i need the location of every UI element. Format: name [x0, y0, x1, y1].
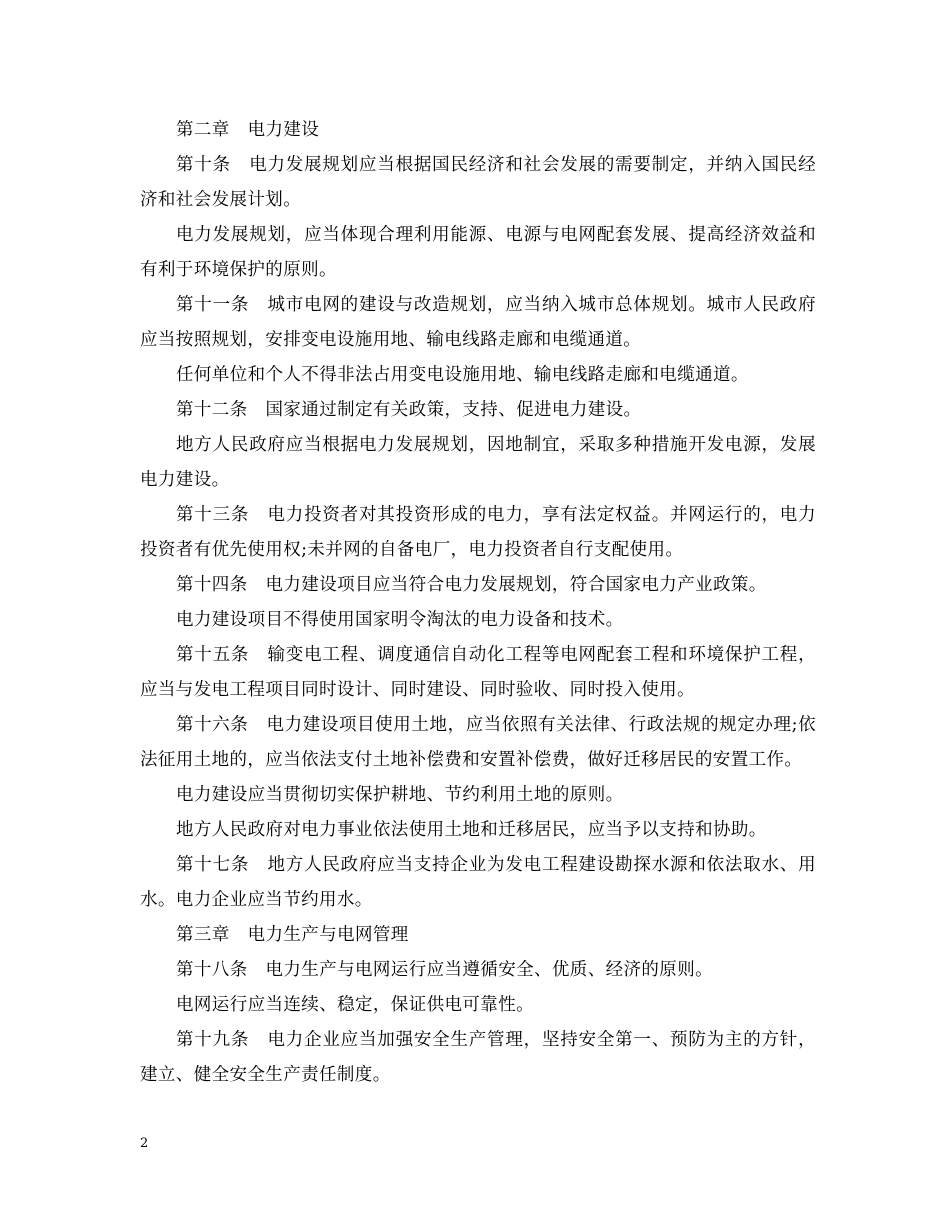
paragraph-article-15: 第十五条 输变电工程、调度通信自动化工程等电网配套工程和环境保护工程，应当与发电工程项目同时设计、同时建设、同时验收、同时投入使用。 [140, 645, 816, 700]
paragraph-chapter-3-heading: 第三章 电力生产与电网管理 [176, 925, 409, 945]
paragraph-article-10-clause-2: 电力发展规划，应当体现合理利用能源、电源与电网配套发展、提高经济效益和有利于环境保护的原则。 [140, 225, 816, 280]
paragraph-article-17: 第十七条 地方人民政府应当支持企业为发电工程建设勘探水源和依法取水、用水。电力企业应当节约用水。 [140, 855, 816, 910]
document-body [140, 113, 816, 1093]
paragraph-article-13: 第十三条 电力投资者对其投资形成的电力，享有法定权益。并网运行的，电力投资者有优先使用权;未并网的自备电厂，电力投资者自行支配使用。 [140, 505, 816, 560]
paragraph-article-14: 第十四条 电力建设项目应当符合电力发展规划，符合国家电力产业政策。 [176, 575, 767, 595]
paragraph-article-10: 第十条 电力发展规划应当根据国民经济和社会发展的需要制定，并纳入国民经济和社会发展计划。 [140, 155, 816, 210]
paragraph-article-18-clause-2: 电网运行应当连续、稳定，保证供电可靠性。 [176, 995, 534, 1015]
paragraph-article-14-clause-2: 电力建设项目不得使用国家明令淘汰的电力设备和技术。 [176, 610, 624, 630]
paragraph-article-11: 第十一条 城市电网的建设与改造规划，应当纳入城市总体规划。城市人民政府应当按照规划，安排变电设施用地、输电线路走廊和电缆通道。 [140, 295, 816, 350]
paragraph-article-11-clause-2: 任何单位和个人不得非法占用变电设施用地、输电线路走廊和电缆通道。 [176, 365, 749, 385]
paragraph-article-16: 第十六条 电力建设项目使用土地，应当依照有关法律、行政法规的规定办理;依法征用土地的，应当依法支付土地补偿费和安置补偿费，做好迁移居民的安置工作。 [140, 715, 816, 770]
paragraph-article-12: 第十二条 国家通过制定有关政策，支持、促进电力建设。 [176, 400, 642, 420]
paragraph-article-16-clause-2: 电力建设应当贯彻切实保护耕地、节约利用土地的原则。 [176, 785, 624, 805]
paragraph-article-16-clause-3: 地方人民政府对电力事业依法使用土地和迁移居民，应当予以支持和协助。 [176, 820, 767, 840]
paragraph-chapter-2-heading: 第二章 电力建设 [176, 120, 320, 140]
page-number: 2 [140, 1136, 149, 1151]
paragraph-article-19: 第十九条 电力企业应当加强安全生产管理，坚持安全第一、预防为主的方针，建立、健全安全生产责任制度。 [140, 1030, 816, 1085]
paragraph-article-18: 第十八条 电力生产与电网运行应当遵循安全、优质、经济的原则。 [176, 960, 713, 980]
paragraph-article-12-clause-2: 地方人民政府应当根据电力发展规划，因地制宜，采取多种措施开发电源，发展电力建设。 [140, 435, 816, 490]
